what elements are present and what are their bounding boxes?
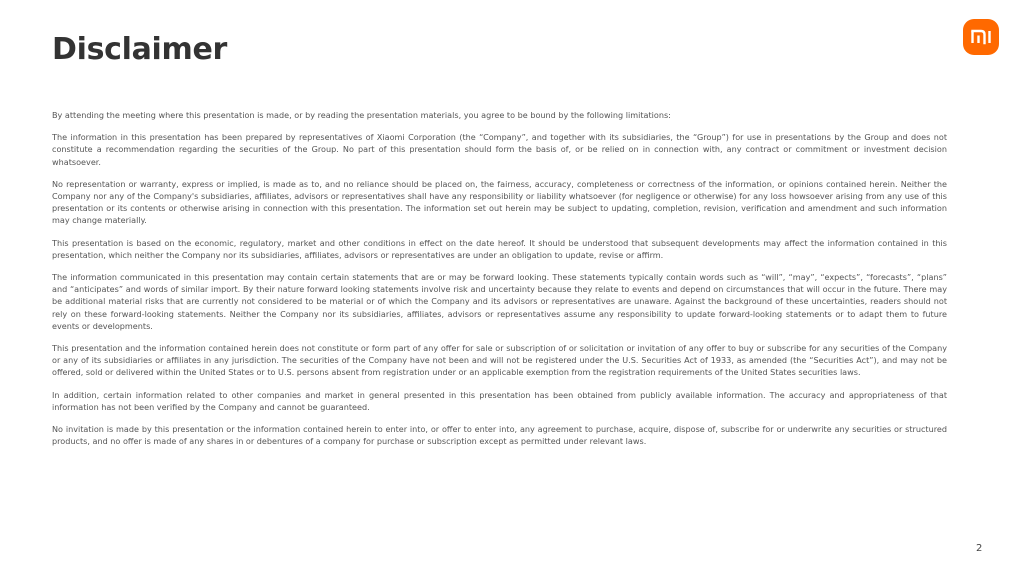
disclaimer-body [52,109,947,457]
paragraph-no-invitation: No invitation is made by this presentation or the information contained herein to enter into, or offer to enter into, any agreement to purchase, acquire, dispose of, subscribe for or underwrite any securities or structured products, and no offer is made of any shares in or debentures of a company for purchase or subscription except as permitted under relevant laws. [52,424,947,447]
paragraph-information-prepared: The information in this presentation has been prepared by representatives of Xiaomi Corporation (the “Company”, and together with its subsidiaries, the “Group”) for use in presentations by the Group and does not constitute a recommendation regarding the securities of the Group. No part of this presentation should form the basis of, or be relied on in connection with, any contract or commitment or investment decision whatsoever. [52,132,947,167]
paragraph-forward-looking: The information communicated in this presentation may contain certain statements that are or may be forward looking. These statements typically contain words such as “will”, “may”, “expects”, “forecasts”, “plans” and “anticipates” and words of similar import. By their nature forward looking statements involve risk and uncertainty because they relate to events and depend on circumstances that will occur in the future. There may be additional material risks that are currently not considered to be material or of which the Company and its advisors or representatives are unaware. Against the background of these uncertainties, readers should not rely on these forward-looking statements. Neither the Company nor its subsidiaries, affiliates, advisors or representatives assume any responsibility to update forward-looking statements or to adapt them to future events or developments. [52,272,947,331]
page-number: 2 [976,543,983,554]
paragraph-intro: By attending the meeting where this presentation is made, or by reading the presentation materials, you agree to be bound by the following limitations: [52,110,671,120]
page-title: Disclaimer [52,32,228,67]
paragraph-no-representation: No representation or warranty, express or implied, is made as to, and no reliance should be placed on, the fairness, accuracy, completeness or correctness of the information, or opinions contained herein. Neither the Company nor any of the Company's subsidiaries, affiliates, advisors or representatives shall have any responsibility or liability whatsoever (for negligence or otherwise) for any loss howsoever arising from any use of this presentation or its contents or otherwise arising in connection with this presentation. The information set out herein may be subject to updating, completion, revision, verification and amendment and such information may change materially. [52,178,947,226]
paragraph-economic-conditions: This presentation is based on the economic, regulatory, market and other conditions in effect on the date hereof. It should be understood that subsequent developments may affect the information contained in this presentation, which neither the Company nor its subsidiaries, affiliates, advisors or representatives are under an obligation to update, revise or affirm. [52,237,947,260]
paragraph-other-companies: In addition, certain information related to other companies and market in general presented in this presentation has been obtained from publicly available information. The accuracy and appropriateness of that information has not been verified by the Company and cannot be guaranteed. [52,389,947,412]
paragraph-no-offer: This presentation and the information contained herein does not constitute or form part of any offer for sale or subscription of or solicitation or invitation of any offer to buy or subscribe for any securities of the Company or any of its subsidiaries or affiliates in any jurisdiction. The securities of the Company have not been and will not be registered under the U.S. Securities Act of 1933, as amended (the “Securities Act”), and may not be offered, sold or delivered within the United States or to U.S. persons absent from registration under or an applicable exemption from the registration requirements of the United States securities laws. [52,343,947,378]
xiaomi-logo-icon [963,19,999,55]
